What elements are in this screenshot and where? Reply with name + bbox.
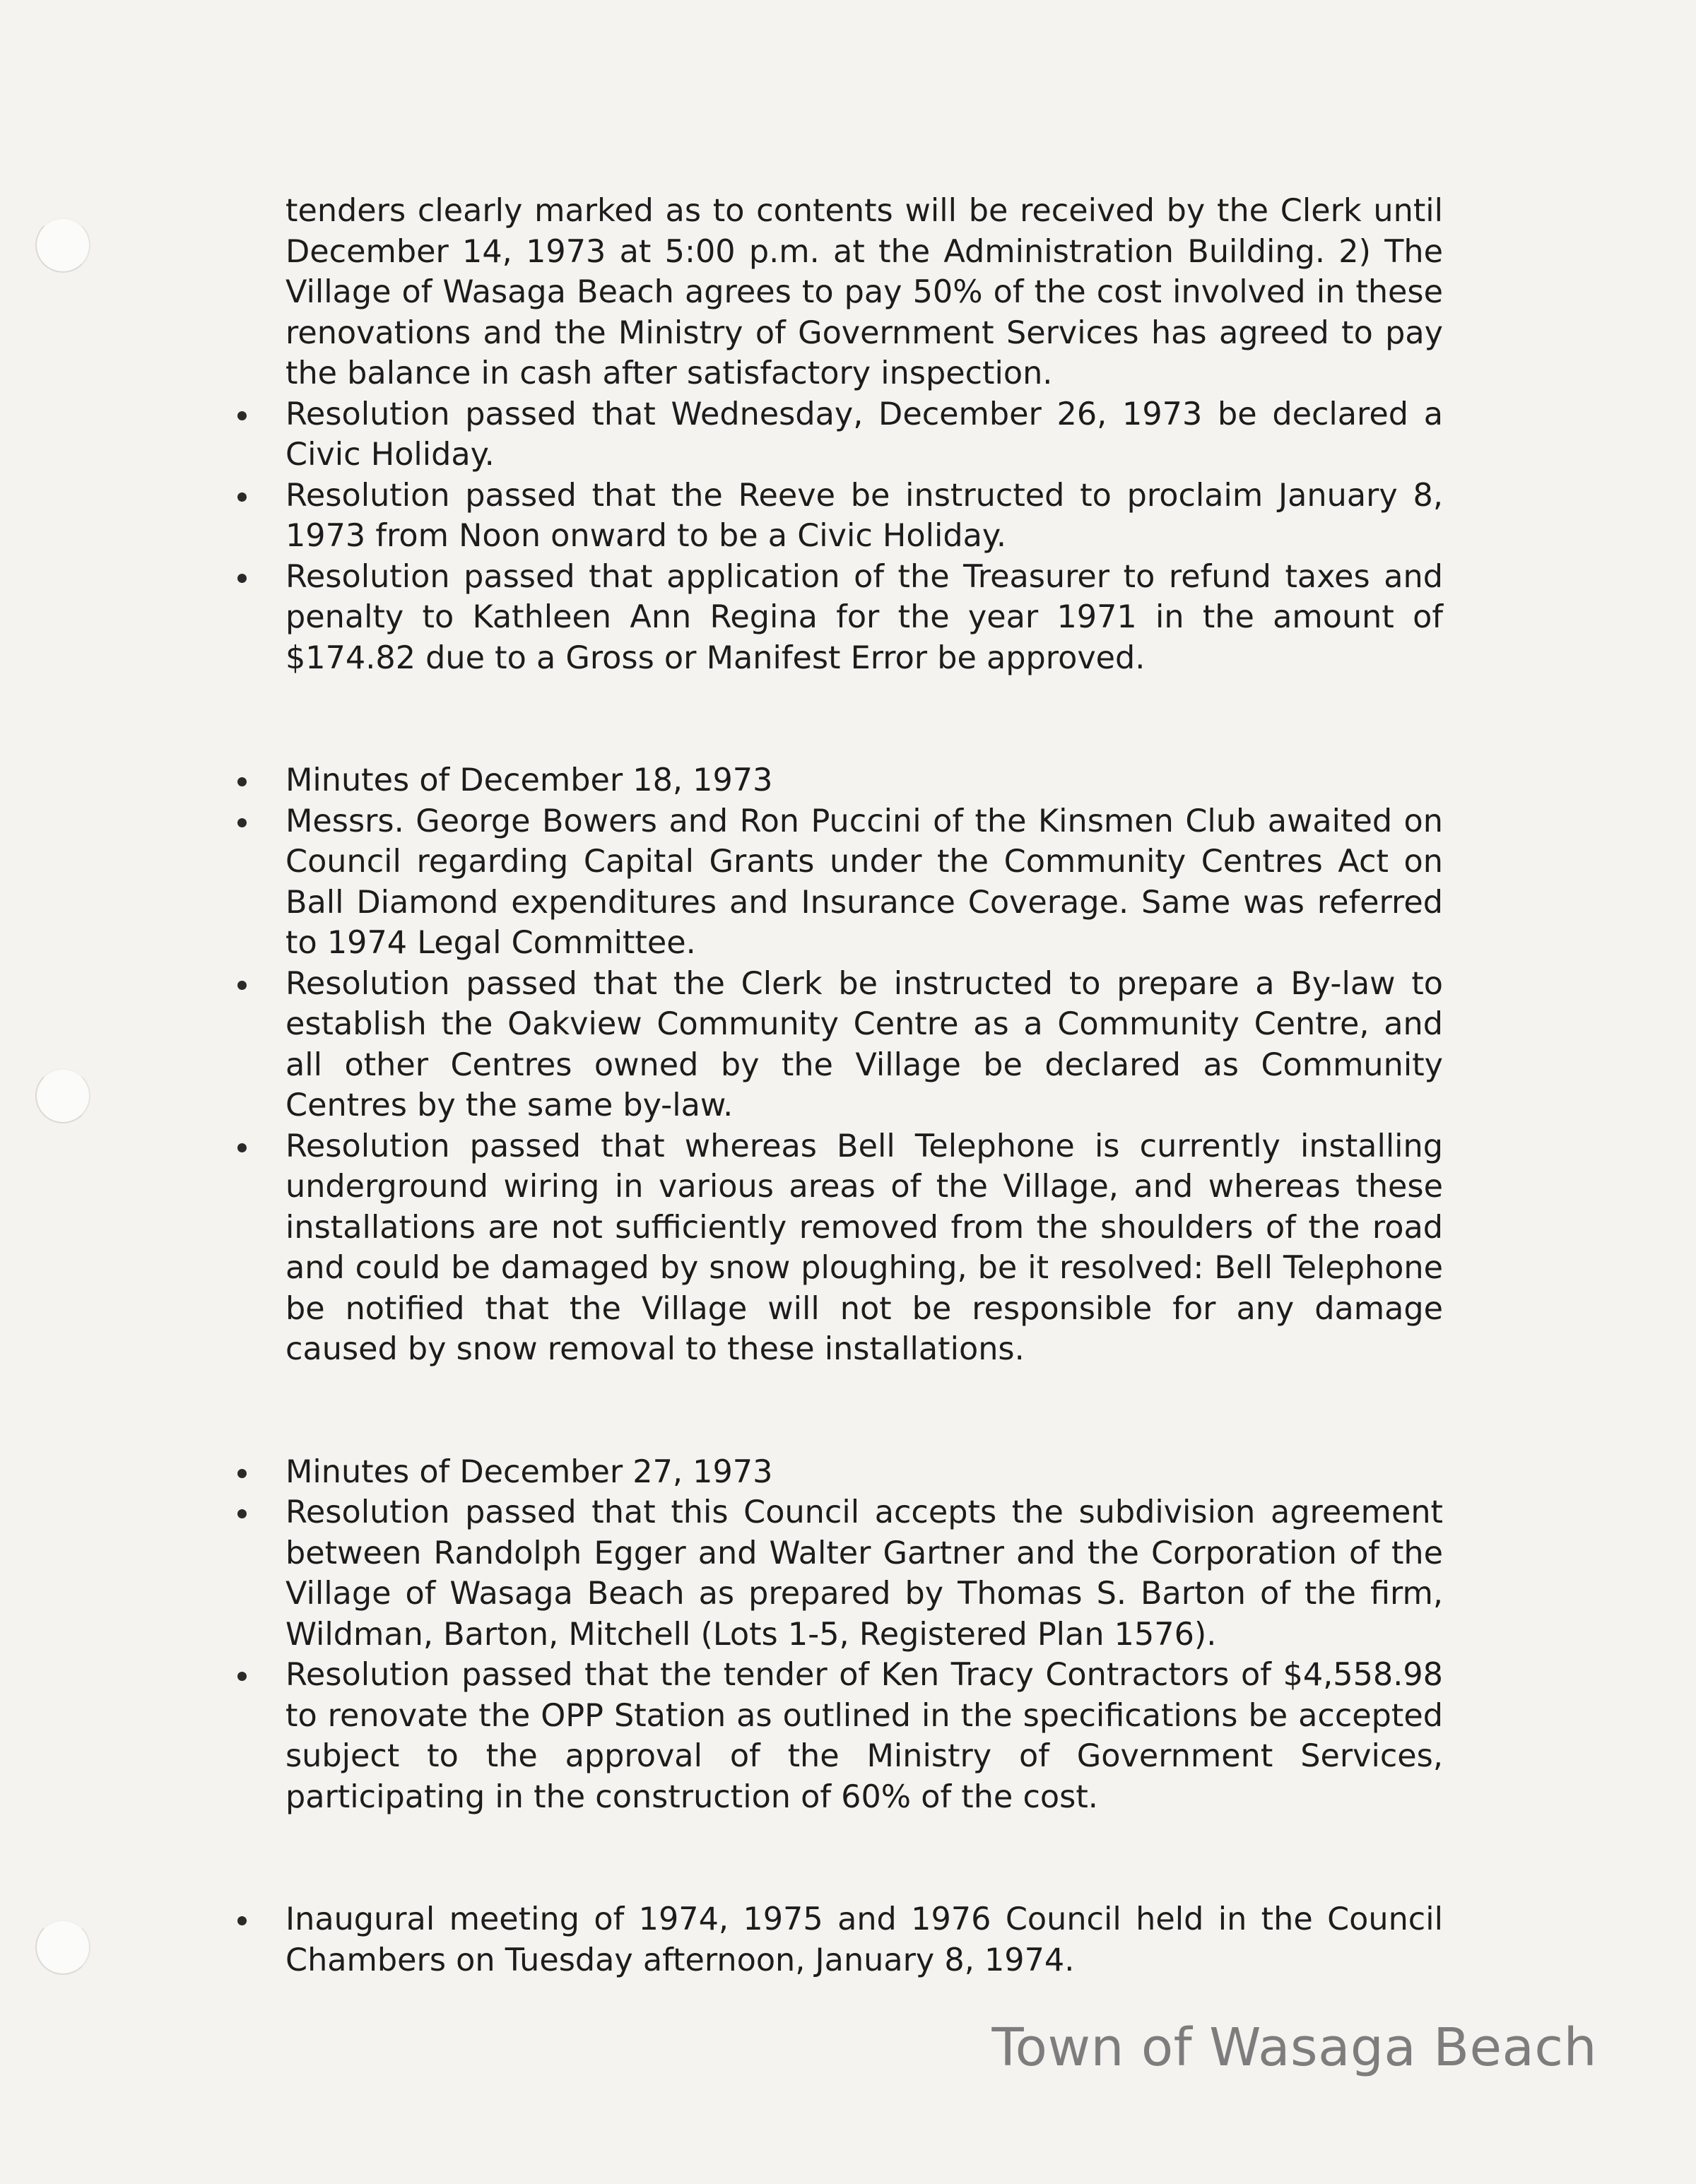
section-spacer (233, 1817, 1443, 1899)
section-1 (233, 394, 1443, 679)
bullet-icon (237, 1672, 247, 1681)
bullet-icon (237, 981, 247, 990)
list-item: Messrs. George Bowers and Ron Puccini of the Kinsmen Club awaited on Council regarding Capital Grants under the Community Centres Act on Ball Diamond expenditures and Insurance Coverage. Same was referred to 1974 Legal Committee. (233, 801, 1443, 964)
bullet-icon (237, 1509, 247, 1518)
punch-hole-middle (35, 1068, 90, 1123)
section-4 (233, 1899, 1443, 1981)
list-item: Resolution passed that this Council accepts the subdivision agreement between Randolph Egger and Walter Gartner and the Corporation of the Village of Wasaga Beach as prepared by Thomas S. Barton of the firm, Wildman, Barton, Mitchell (Lots 1-5, Registered Plan 1576). (233, 1492, 1443, 1655)
watermark: Town of Wasaga Beach (991, 2017, 1597, 2078)
section-3 (233, 1452, 1443, 1818)
section-spacer (233, 1370, 1443, 1452)
list-item: Inaugural meeting of 1974, 1975 and 1976 Council held in the Council Chambers on Tuesday afternoon, January 8, 1974. (233, 1899, 1443, 1981)
continuation-paragraph: tenders clearly marked as to contents will be received by the Clerk until December 14, 1973 at 5:00 p.m. at the Administration Building. 2) The Village of Wasaga Beach agrees to pay 50% of the cost involved in these renovations and the Ministry of Government Services has agreed to pay the balance in cash after satisfactory inspection. (285, 193, 1443, 391)
list-item: Resolution passed that the tender of Ken Tracy Contractors of $4,558.98 to renovate the OPP Station as outlined in the specifications be accepted subject to the approval of the Ministry of Government Services, participating in the construction of 60% of the cost. (233, 1655, 1443, 1817)
punch-hole-bottom (35, 1920, 90, 1975)
list-item: Resolution passed that whereas Bell Telephone is currently installing underground wiring in various areas of the Village, and whereas these installations are not sufficiently removed from the shoulders of the road and could be damaged by snow ploughing, be it resolved: Bell Telephone be notified that the Village will not be responsible for any damage caused by snow removal to these installations. (233, 1126, 1443, 1370)
bullet-icon (237, 411, 247, 420)
bullet-icon (237, 818, 247, 827)
bullet-icon (237, 492, 247, 502)
section-spacer (233, 678, 1443, 760)
list-item: Resolution passed that Wednesday, December 26, 1973 be declared a Civic Holiday. (233, 394, 1443, 476)
list-item: Resolution passed that the Clerk be instructed to prepare a By-law to establish the Oakview Community Centre as a Community Centre, and all other Centres owned by the Village be declared as Community Centres by the same by-law. (233, 964, 1443, 1126)
list-item: Minutes of December 27, 1973 (233, 1452, 1443, 1493)
bullet-icon (237, 574, 247, 583)
bullet-icon (237, 1469, 247, 1478)
section-2 (233, 760, 1443, 1370)
list-item: Resolution passed that the Reeve be instructed to proclaim January 8, 1973 from Noon onward to be a Civic Holiday. (233, 476, 1443, 557)
bullet-icon (237, 1916, 247, 1925)
punch-hole-top (35, 218, 90, 273)
document-body (233, 191, 1443, 1981)
list-item: Minutes of December 18, 1973 (233, 760, 1443, 801)
bullet-icon (237, 1143, 247, 1152)
list-item: Resolution passed that application of the Treasurer to refund taxes and penalty to Kathleen Ann Regina for the year 1971 in the amount of $174.82 due to a Gross or Manifest Error be approved. (233, 557, 1443, 679)
bullet-icon (237, 777, 247, 786)
